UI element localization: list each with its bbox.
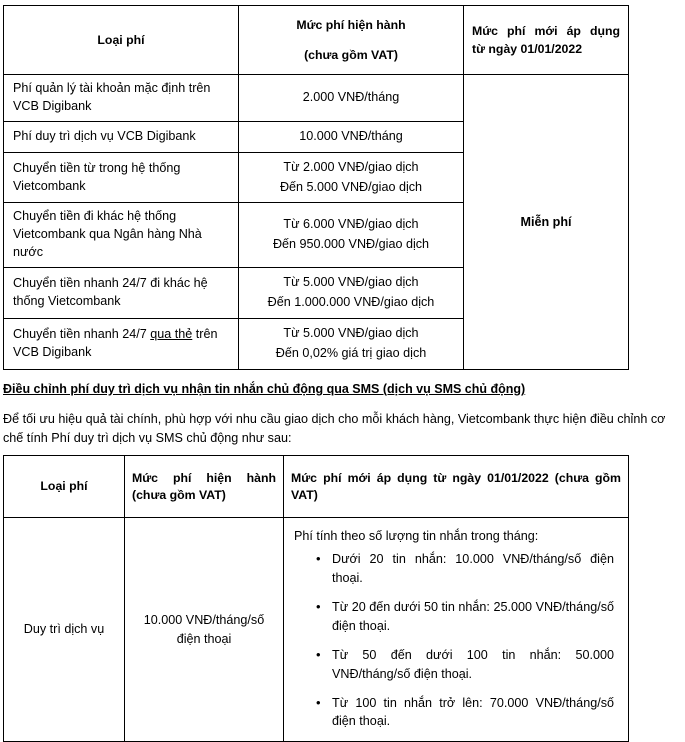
fee-type-cell	[4, 318, 239, 369]
current-fee-cell	[239, 121, 464, 152]
table-row	[4, 75, 629, 122]
header-current-fee	[239, 6, 464, 75]
header-row	[4, 6, 629, 75]
fee-type-underlined: qua thẻ	[150, 326, 193, 341]
header-fee-type: Loại phí	[4, 456, 125, 518]
current-fee-line1: Từ 2.000 VNĐ/giao dịch	[283, 159, 419, 174]
header-current-fee	[125, 456, 284, 518]
header-new-fee-line1: Mức phí mới áp dụng	[472, 23, 620, 38]
new-fee-merged-cell: Miễn phí	[464, 75, 629, 370]
current-fee-cell	[125, 518, 284, 742]
list-item: • Từ 50 đến dưới 100 tin nhắn: 50.000 VNĐ/tháng/số điện thoại.	[332, 646, 618, 684]
list-item: • Từ 20 đến dưới 50 tin nhắn: 25.000 VNĐ/tháng/số điện thoại.	[332, 598, 618, 636]
header-current-fee-line1: Mức phí hiện hành	[132, 470, 276, 485]
table-row	[4, 518, 629, 742]
current-fee-line2: Đến 950.000 VNĐ/giao dịch	[272, 237, 430, 252]
fee-type-cell: Phí duy trì dịch vụ VCB Digibank	[4, 121, 239, 152]
current-fee-line1: Từ 5.000 VNĐ/giao dịch	[283, 275, 419, 290]
fee-type-cell: Chuyển tiền đi khác hệ thống Vietcombank qua Ngân hàng Nhà nước	[4, 203, 239, 268]
header-current-fee-line2: (chưa gồm VAT)	[304, 47, 398, 62]
fee-type-cell: Chuyển tiền nhanh 24/7 đi khác hệ thống Vietcombank	[4, 268, 239, 319]
section-paragraph: Để tối ưu hiệu quả tài chính, phù hợp với nhu cầu giao dịch cho mỗi khách hàng, Vietcombank thực hiện điều chỉnh cơ chế tính Phí duy trì dịch vụ SMS chủ động như sau:	[3, 411, 666, 445]
current-fee-line2: Đến 0,02% giá trị giao dịch	[275, 345, 427, 360]
header-current-fee-line2: (chưa gồm VAT)	[132, 487, 226, 502]
new-fee-lead-text: Phí tính theo số lượng tin nhắn trong tháng:	[294, 529, 539, 543]
section-heading: Điều chỉnh phí duy trì dịch vụ nhận tin nhắn chủ động qua SMS (dịch vụ SMS chủ động)	[3, 382, 526, 396]
current-fee-line1: 10.000 VNĐ/tháng/số	[143, 612, 265, 627]
header-new-fee-line2: từ ngày 01/01/2022	[472, 42, 583, 56]
header-row	[4, 456, 629, 518]
table-body	[4, 75, 629, 370]
fee-type-pre: Chuyển tiền nhanh 24/7	[13, 326, 151, 341]
table-header	[4, 6, 629, 75]
fee-type-cell: Phí quản lý tài khoản mặc định trên VCB Digibank	[4, 75, 239, 122]
current-fee-cell	[239, 268, 464, 319]
header-new-fee	[284, 456, 629, 518]
fee-table-sms-wrapper	[3, 455, 628, 742]
fee-type-cell: Chuyển tiền từ trong hệ thống Vietcombank	[4, 152, 239, 203]
new-fee-bullet-list	[294, 550, 618, 731]
fee-table-sms	[3, 455, 629, 742]
fee-table-digibank-wrapper	[3, 5, 628, 370]
header-new-fee-line1: Mức phí mới áp dụng từ ngày 01/01/2022 (chưa gồm	[291, 470, 621, 485]
header-new-fee-line2: VAT)	[291, 487, 318, 502]
table-header	[4, 456, 629, 518]
current-fee-line2: Đến 5.000 VNĐ/giao dịch	[279, 179, 423, 194]
header-current-fee-line1: Mức phí hiện hành	[296, 18, 406, 33]
new-fee-cell	[284, 518, 629, 742]
current-fee-cell	[239, 75, 464, 122]
current-fee-cell	[239, 203, 464, 268]
current-fee-line1: Từ 6.000 VNĐ/giao dịch	[283, 217, 419, 232]
header-new-fee	[464, 6, 629, 75]
current-fee-line1: Từ 5.000 VNĐ/giao dịch	[283, 325, 419, 340]
header-fee-type: Loại phí	[4, 6, 239, 75]
list-item: • Từ 100 tin nhắn trở lên: 70.000 VNĐ/tháng/số điện thoại.	[332, 694, 618, 732]
sms-section-intro	[3, 381, 675, 448]
current-fee-line2: điện thoại	[176, 631, 232, 646]
current-fee-line1: 10.000 VNĐ/tháng	[299, 128, 403, 143]
fee-type-cell: Duy trì dịch vụ	[4, 518, 125, 742]
current-fee-cell	[239, 152, 464, 203]
current-fee-line1: 2.000 VNĐ/tháng	[302, 89, 400, 104]
list-item: • Dưới 20 tin nhắn: 10.000 VNĐ/tháng/số điện thoại.	[332, 550, 618, 588]
fee-table-digibank	[3, 5, 629, 370]
current-fee-line2: Đến 1.000.000 VNĐ/giao dịch	[267, 294, 435, 309]
fee-type-post: trên VCB Digibank	[13, 326, 218, 359]
table-body	[4, 518, 629, 742]
current-fee-cell	[239, 318, 464, 369]
